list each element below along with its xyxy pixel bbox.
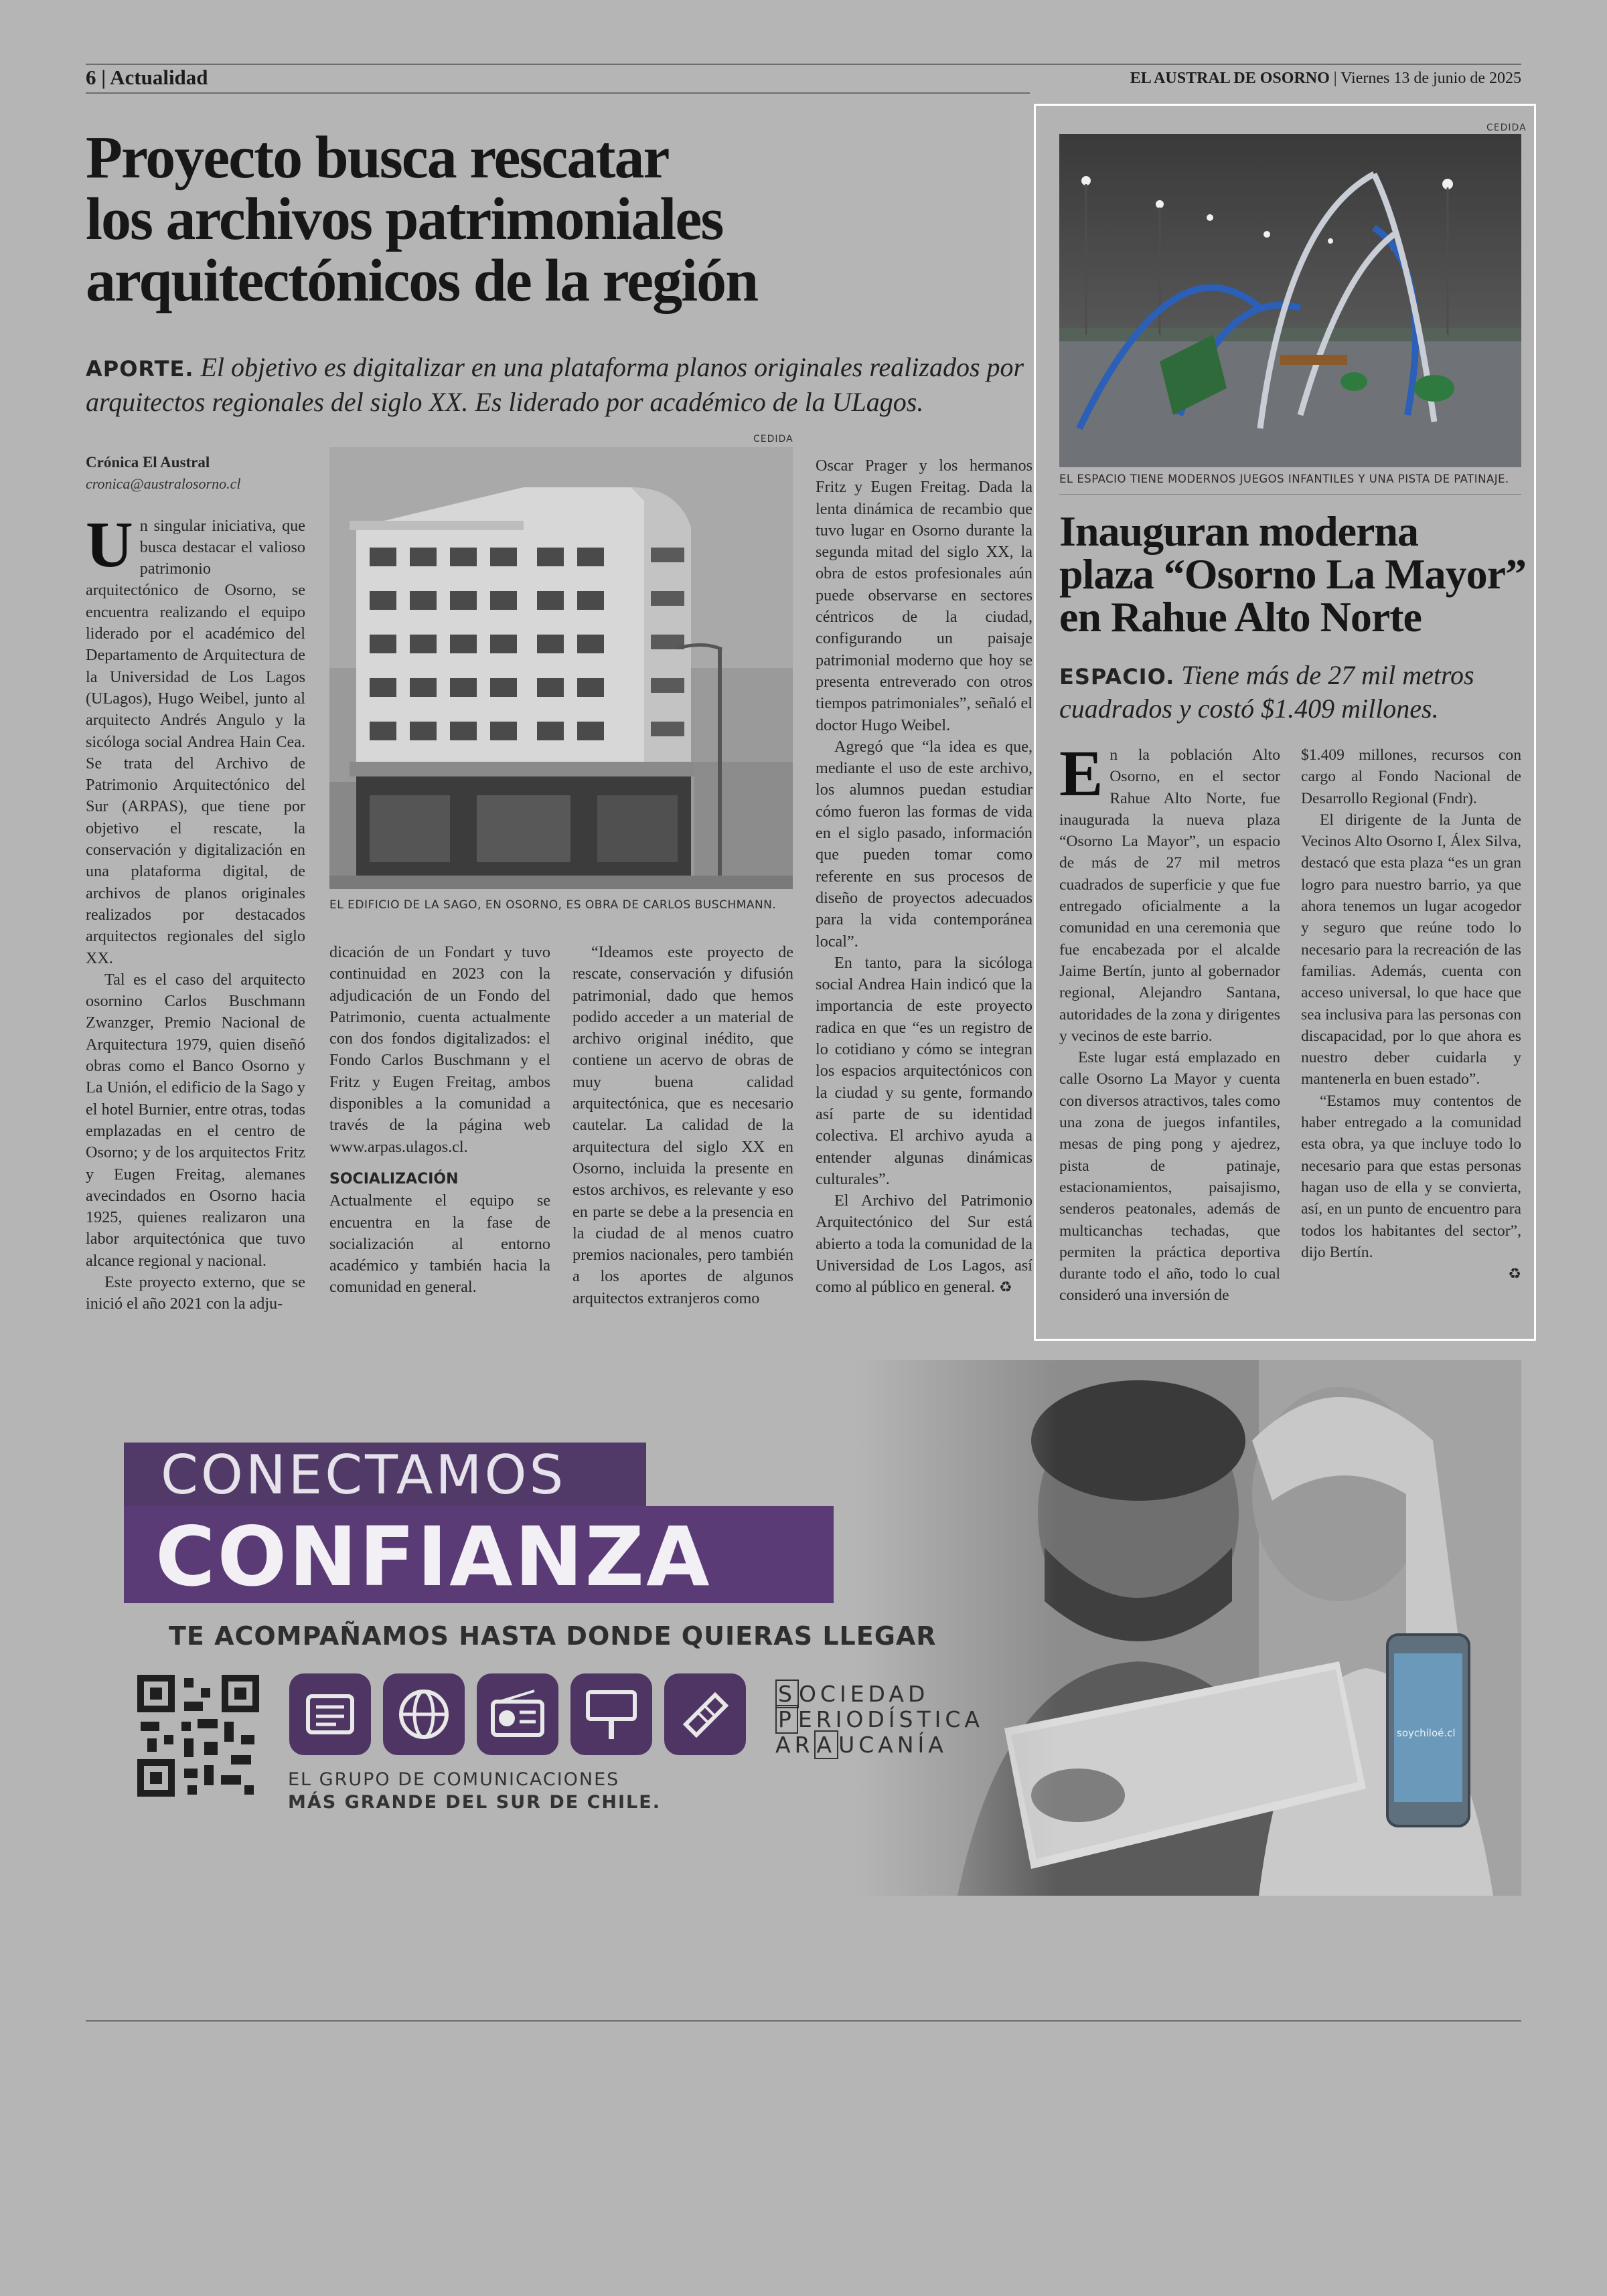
sidebar-deck: [1059, 659, 1521, 725]
dropcap: U: [86, 508, 133, 581]
caption-rule: [1059, 494, 1521, 495]
author-email[interactable]: cronica@australosorno.cl: [86, 475, 241, 493]
playground-photo-caption: EL ESPACIO TIENE MODERNOS JUEGOS INFANTILES Y UNA PISTA DE PATINAJE.: [1059, 473, 1509, 485]
ad-group-text: EL GRUPO DE COMUNICACIONES MÁS GRANDE DEL SUR DE CHILE.: [288, 1769, 661, 1813]
main-kicker: APORTE.: [86, 356, 194, 382]
byline: Crónica El Austral: [86, 454, 210, 471]
sidebar-column-1: En la población Alto Osorno, en el sector Rahue Alto Norte, fue inaugurada la nueva plaza “Osorno La Mayor”, un espacio de más de 27 mil metros cuadrados de superficie y que fue entregado oficialmente a la comunidad en una ceremonia que fue encabezada por el alcalde Jaime Bertín, junto al gobernador regional, Alejandro Santana, autoridades de la zona y dirigentes y vecinos de este barrio. Este lugar está emplazado en calle Osorno La Mayor y cuenta con diversos atractivos, tales como una zona de juegos infantiles, mesas de ping pong y ajedrez, pista de patinaje, estacionamientos, paisajismo, senderos peatonales, además de multicanchas techadas, que permiten la práctica deportiva durante todo el año, todo lo cual consideró una inversión de: [1059, 738, 1280, 1305]
ticket-icon: [664, 1673, 746, 1755]
playground-photo: [1059, 134, 1521, 467]
bottom-rule: [86, 2020, 1521, 2022]
sago-building-photo: [329, 447, 793, 889]
building-photo-caption: EL EDIFICIO DE LA SAGO, EN OSORNO, ES OBRA DE CARLOS BUSCHMANN.: [329, 898, 777, 912]
radio-icon: [477, 1673, 558, 1755]
sidebar-column-2: $1.409 millones, recursos con cargo al Fondo Nacional de Desarrollo Regional (Fndr). El dirigente de la Junta de Vecinos Alto Osorno I, Álex Silva, destacó que esta plaza “es un gran logro para nuestro barrio, ya que ahora tenemos un lugar acogedor y seguro que reúne todo lo necesario para la recreación de las familias. Además, cuenta con acceso universal, lo que hace que sea inclusiva para las personas con discapacidad, por lo que ahora es nuestro deber cuidarla y mantenerla en buen estado”. “Estamos muy contentos de haber entregado a la comunidad esta obra, ya que incluye todo lo necesario para que estas personas hagan uso de ella y se convierta, así, en un punto de encuentro para todos los habitantes del sector”, dijo Bertín. ♻: [1301, 744, 1521, 1285]
main-column-2: dicación de un Fondart y tuvo continuidad en 2023 con la adjudicación de un Fondo del Patrimonio, cuenta actualmente con dos fondos digitalizados: el Fondo Carlos Buschmann y el Fritz y Eugen Freitag, ambos disponibles a la comunidad a través de la página web www.arpas.ulagos.cl. SOCIALIZACIÓN Actualmente el equipo se encuentra en la fase de socialización al entorno académico y también hacia la comunidad en general.: [329, 943, 550, 1297]
globe-icon: [383, 1673, 465, 1755]
issue-date: | Viernes 13 de junio de 2025: [1333, 70, 1521, 87]
newspaper-name: EL AUSTRAL DE OSORNO: [1130, 70, 1330, 87]
sidebar-end-mark-icon: ♻: [1508, 1265, 1521, 1283]
masthead: [1130, 70, 1521, 88]
main-column-1: Crónica El Austral cronica@australosorno.cl Un singular iniciativa, que busca destacar el valioso patrimonio arquitectónico de Osorno, se encuentra realizando el equipo liderado por el académico del Departamento de Arquitectura de la Universidad de Los Lagos (ULagos), Hugo Weibel, junto al arquitecto Andrés Angulo y la sicóloga social Andrea Hain Cea. Se trata del Archivo de Patrimonio Arquitectónico del Sur (ARPAS), que tiene por objetivo el rescate, la conservación y digitalización en una plataforma digital, de archivos de planos originales realizados por destacados arquitectos regionales del siglo XX. Tal es el caso del arquitecto osornino Carlos Buschmann Zwanzger, Premio Nacional de Arquitectura 1979, quien diseñó obras como el Banco Osorno y La Unión, el edificio de la Sago y el hotel Burnier, entre otras, todas emplazadas en el centro de Osorno; y de los arquitectos Fritz y Eugen Freitag, alemanes avecindados en Osorno hacia 1925, quienes realizaron una labor arquitectónica que tuvo alcance regional y nacional. Este proyecto externo, que se inició el año 2021 con la adju-: [86, 452, 305, 1315]
sidebar-kicker: ESPACIO.: [1059, 664, 1175, 689]
main-column-3: “Ideamos este proyecto de rescate, conservación y difusión patrimonial, dado que hemos podido acceder a un material de archivo original inédito, que contiene un acervo de obras de muy buena calidad arquitectónica, que es necesario cautelar. La calidad de la arquitectura del siglo XX en Osorno, incluida la presente en estos archivos, es relevante y eso en parte se debe a la presencia en la ciudad de al menos cuatro premios nacionales, pero también a los aportes de algunos arquitectos extranjeros como: [572, 943, 793, 1307]
phone-url: soychiloé.cl: [1397, 1727, 1456, 1739]
ad-line1: CONECTAMOS: [161, 1444, 566, 1506]
section-subhead: SOCIALIZACIÓN: [329, 1170, 459, 1187]
ad-brand-logo: S OCIEDAD P ERIODÍSTICA AR A UCANÍA: [775, 1681, 984, 1758]
header-rule: [86, 92, 1030, 94]
main-deck: [86, 351, 1037, 419]
main-headline: Proyecto busca rescatar los archivos patrimoniales arquitectónicos de la región: [86, 125, 758, 314]
sidebar-headline: Inauguran moderna plaza “Osorno La Mayor” en Rahue Alto Norte: [1059, 507, 1526, 641]
section-label: 6 | Actualidad: [86, 66, 208, 89]
main-deck-text: El objetivo es digitalizar en una plataforma planos originales realizados por arquitectos regionales del siglo XX. Es liderado por académico de la ULagos.: [86, 352, 1024, 417]
photo-credit: CEDIDA: [753, 434, 793, 444]
ad-line2: CONFIANZA: [155, 1509, 712, 1605]
sidebar-photo-credit: CEDIDA: [1486, 122, 1527, 133]
ad-tagline: TE ACOMPAÑAMOS HASTA DONDE QUIERAS LLEGAR: [169, 1621, 937, 1651]
newspaper-icon: [289, 1673, 371, 1755]
qr-code-icon[interactable]: [137, 1675, 259, 1797]
billboard-icon: [570, 1673, 652, 1755]
sidebar-dropcap: E: [1059, 738, 1103, 810]
end-mark-icon: ♻: [999, 1279, 1012, 1296]
sidebar-deck-text: Tiene más de 27 mil metros cuadrados y costó $1.409 millones.: [1059, 660, 1474, 724]
main-column-4: Oscar Prager y los hermanos Fritz y Eugen Freitag. Dada la lenta dinámica de recambio que tuvo lugar en Osorno durante la segunda mitad del siglo XX, la obra de estos profesionales aún puede observarse en sectores céntricos de la ciudad, configurando un paisaje patrimonial moderno que hoy se presenta entreverado con otros tiempos patrimoniales”, señaló el doctor Hugo Weibel. Agregó que “la idea es que, mediante el uso de este archivo, los alumnos puedan estudiar cómo fueron las formas de vida en el siglo pasado, información que pueden tomar como referente en sus procesos de diseño de proyectos adecuados para la vida contemporánea local”. En tanto, para la sicóloga social Andrea Hain indicó que la importancia de este proyecto radica en que “es un registro de lo cotidiano y cómo se integran los espacios arquitectónicos con la ciudad y su gente, formando así parte de su identidad colectiva. El archivo ayuda a entender algunas dinámicas culturales”. El Archivo del Patrimonio Arquitectónico del Sur está abierto a toda la comunidad de la Universidad de Los Lagos, así como al público en general. ♻: [816, 457, 1032, 1297]
top-rule: [86, 64, 1521, 65]
